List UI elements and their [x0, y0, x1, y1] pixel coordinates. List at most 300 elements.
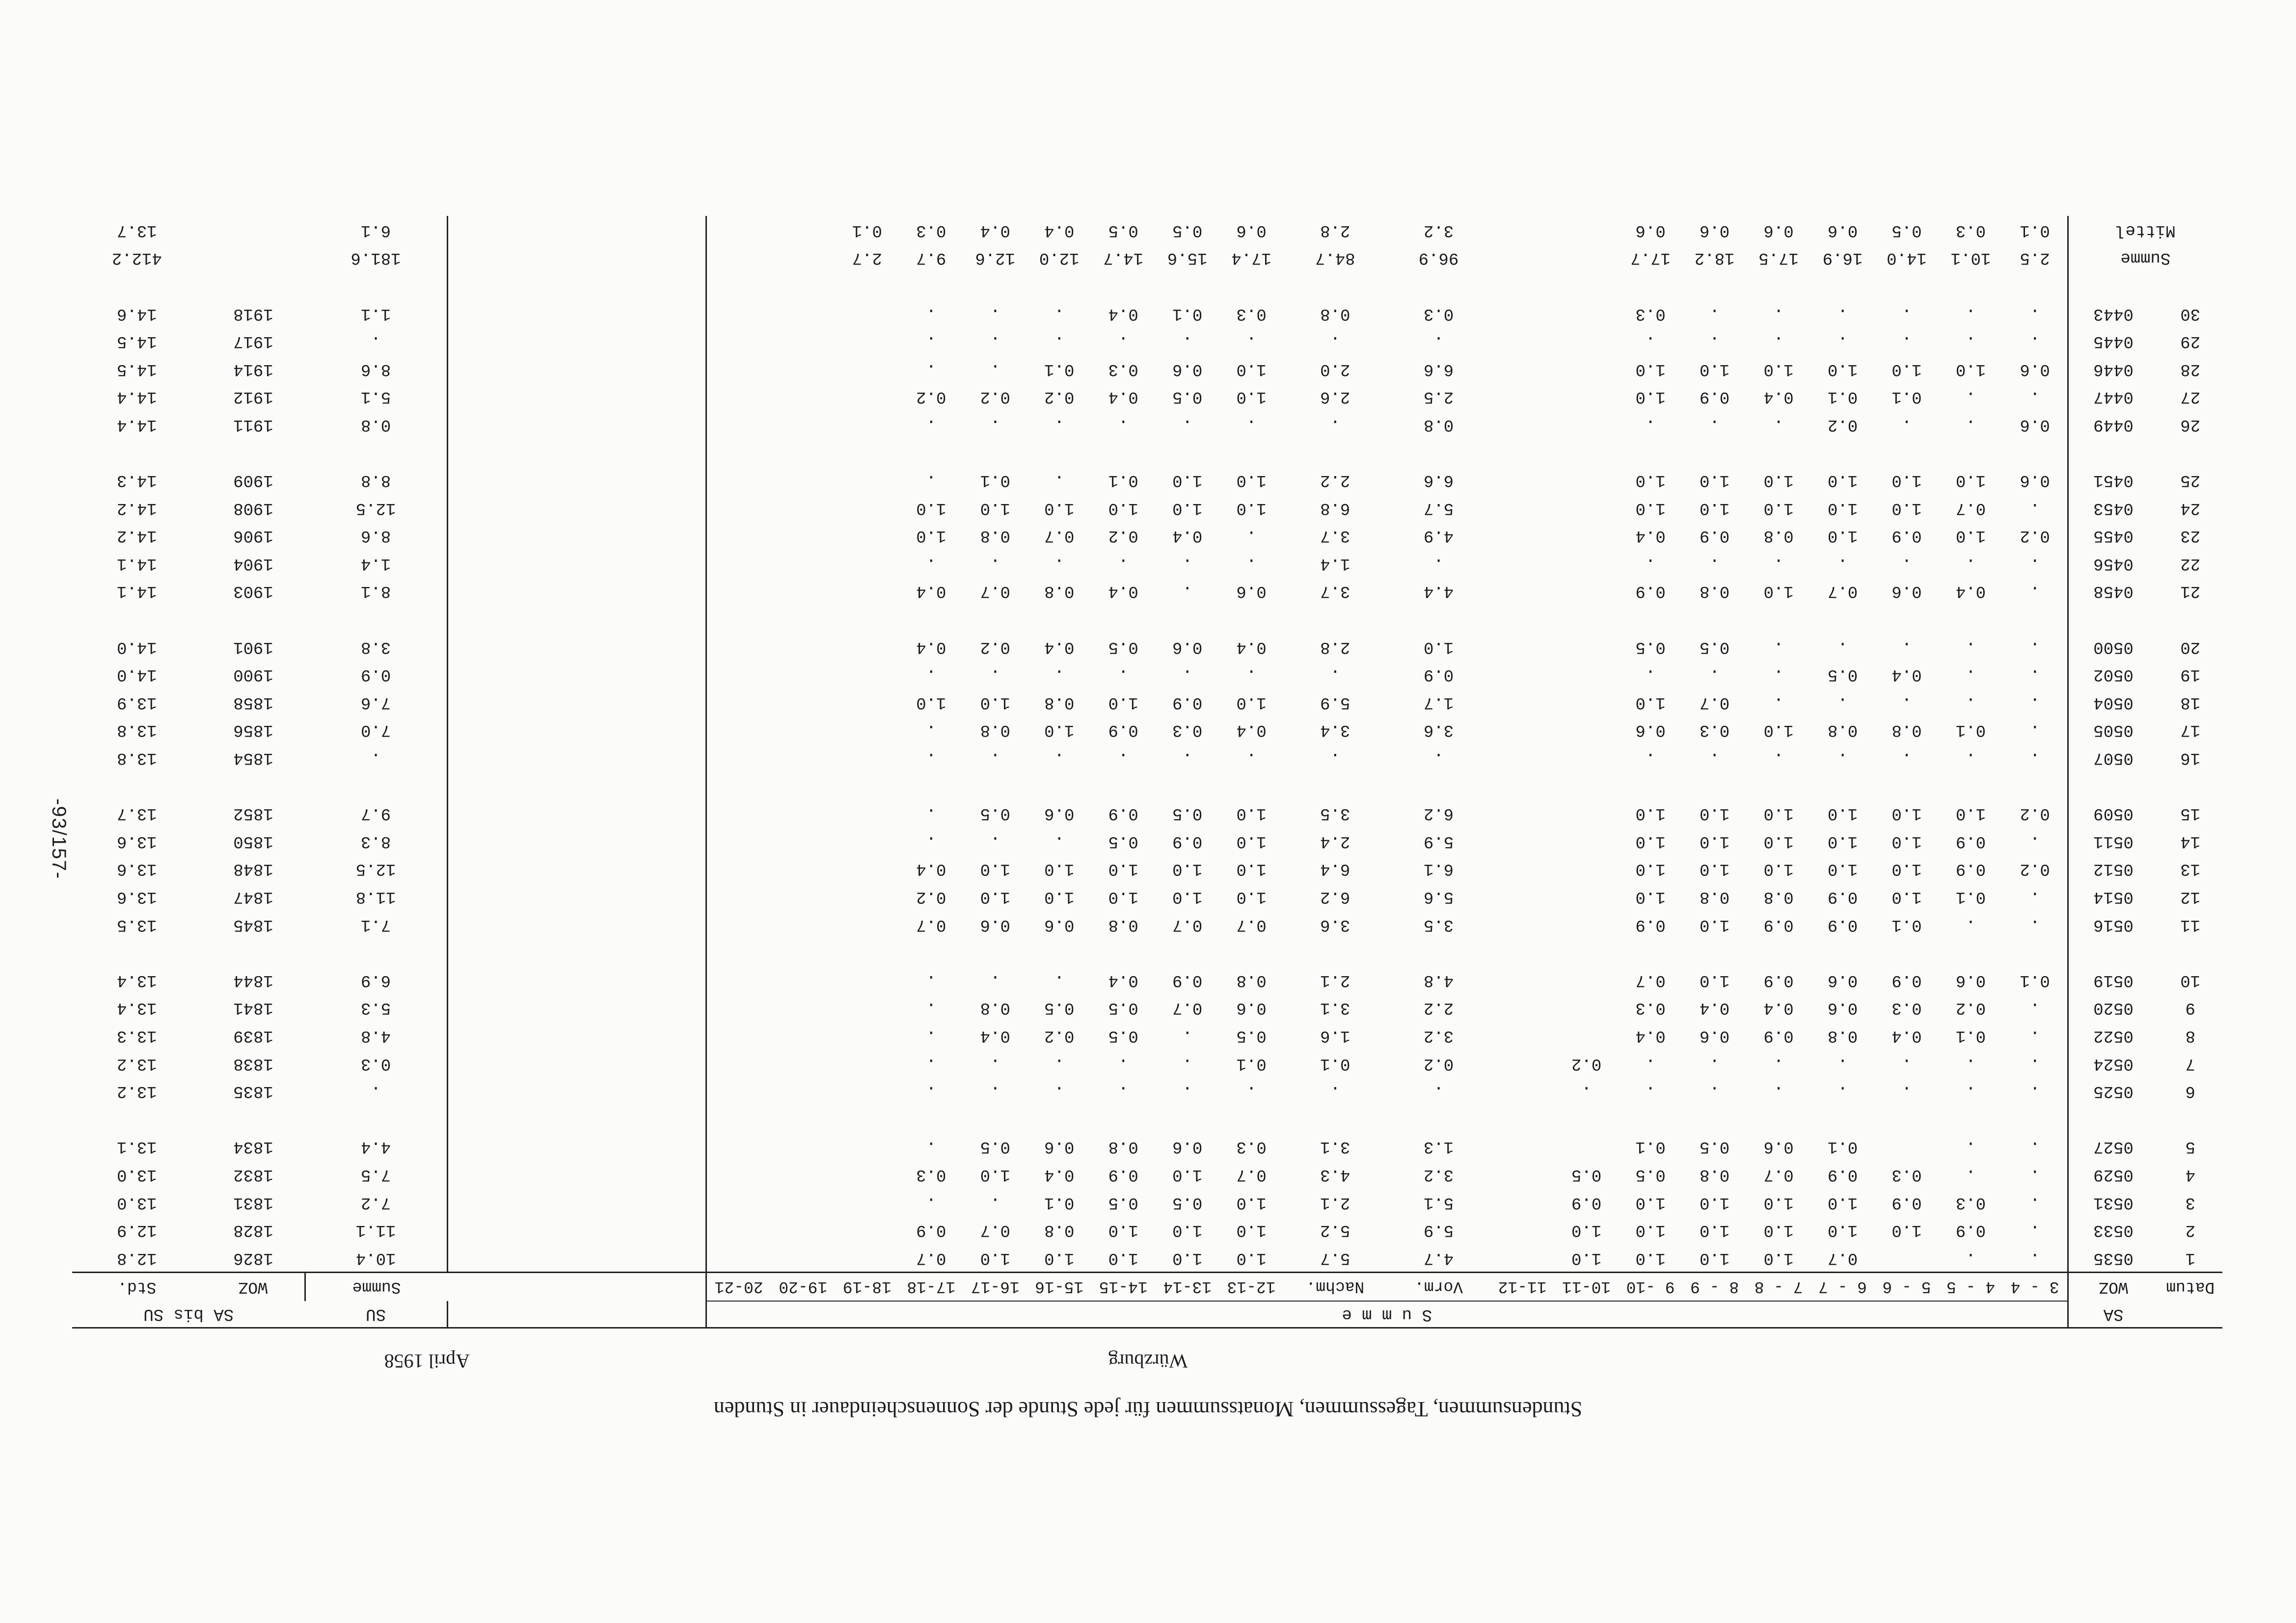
std-cell: 13.1	[116, 1137, 157, 1156]
nachm-cell: 1.6	[1320, 1026, 1351, 1045]
hour-cell: 1.0	[1172, 471, 1203, 490]
hour-cell: 1.0	[1891, 859, 1922, 878]
day-cell: 3	[2185, 1193, 2195, 1212]
std-cell: 14.3	[116, 471, 157, 490]
gap-cell	[1810, 605, 1874, 633]
gap-cell	[771, 605, 835, 633]
hour-cell: .	[1118, 554, 1129, 573]
hour-cell	[1554, 744, 1618, 772]
hour-cell: 0.5	[1108, 998, 1138, 1017]
std-cell: 13.4	[116, 998, 157, 1017]
hour-cell: .	[926, 359, 936, 378]
hour-cell: 0.9	[1108, 804, 1138, 823]
hour-cell: 1.0	[1044, 887, 1075, 906]
hour-cell: .	[1901, 692, 1912, 712]
hour-cell: .	[926, 1026, 936, 1045]
day-cell: 2	[2185, 1221, 2195, 1240]
hour-cell: 1.0	[1699, 915, 1730, 934]
hour-cell	[706, 299, 771, 327]
hour-cell: 2.5	[2020, 248, 2050, 267]
hour-cell: 1.0	[1827, 804, 1858, 823]
hour-cell: .	[1709, 665, 1720, 684]
hour-cell: .	[990, 970, 1000, 989]
month-label: April 1958	[384, 1350, 470, 1372]
hour-cell	[1554, 577, 1618, 605]
hour-cell	[706, 466, 771, 494]
hour-cell: 1.0	[1827, 831, 1858, 851]
hour-cell: 0.6	[1236, 582, 1267, 601]
hour-cell	[835, 799, 899, 827]
nachm-cell: .	[1330, 665, 1340, 684]
hour-cell	[835, 494, 899, 522]
blank-cell	[447, 522, 706, 550]
hour-cell: 1.0	[1827, 526, 1858, 545]
hour-cell: 0.6	[1236, 998, 1267, 1017]
gap-cell	[1387, 272, 1490, 300]
hour-cell: .	[1246, 415, 1257, 434]
hour-cell: 0.3	[1108, 359, 1138, 378]
hour-cell: .	[1837, 1082, 1848, 1101]
nachm-cell: 2.8	[1320, 637, 1351, 656]
hour-cell: 0.6	[1172, 637, 1203, 656]
hour-cell: 0.8	[1699, 582, 1730, 601]
hour-cell: .	[2029, 748, 2040, 768]
day-sum-cell: 7.0	[360, 720, 391, 740]
day-sum-cell: .	[371, 1082, 381, 1101]
hour-cell: .	[1837, 304, 1848, 323]
sa-woz-cell: 0522	[2068, 1022, 2158, 1050]
hour-cell: 0.8	[980, 998, 1010, 1017]
gap-cell	[1490, 605, 1554, 633]
day-cell: 1	[2185, 1248, 2195, 1267]
hour-cell	[1490, 1188, 1554, 1216]
hour-cell: .	[1054, 1082, 1064, 1101]
hour-cell: 0.1	[1635, 1137, 1666, 1156]
hour-cell: .	[926, 720, 936, 740]
hour-cell: .	[2029, 1221, 2040, 1240]
hour-cell: 1.0	[1891, 471, 1922, 490]
hour-cell	[835, 383, 899, 411]
hour-cell: 0.2	[1044, 1026, 1075, 1045]
hour-cell: 0.6	[1827, 970, 1858, 989]
hour-cell: .	[1118, 1054, 1129, 1073]
hour-cell: .	[1901, 415, 1912, 434]
gap-cell	[1283, 1105, 1387, 1133]
std-cell: 13.7	[116, 220, 157, 239]
header-hour-7: 10-11	[1554, 1273, 1618, 1302]
hour-cell: 0.9	[1827, 887, 1858, 906]
gap-cell	[2068, 605, 2158, 633]
hour-cell	[1490, 522, 1554, 550]
hour-cell: 1.0	[1635, 498, 1666, 517]
hour-cell: 15.6	[1167, 248, 1208, 267]
sa-woz-cell: 0455	[2068, 522, 2158, 550]
gap-cell	[1155, 938, 1219, 966]
std-cell: 14.1	[116, 554, 157, 573]
hour-cell: 1.0	[980, 692, 1010, 712]
nachm-cell: 2.1	[1320, 1193, 1351, 1212]
su-woz-cell	[202, 216, 305, 244]
gap-cell	[2068, 438, 2158, 466]
hour-cell	[771, 744, 835, 772]
nachm-cell: 3.4	[1320, 720, 1351, 740]
hour-cell	[771, 411, 835, 439]
day-cell: 16	[2180, 748, 2201, 768]
table-row	[72, 799, 2222, 827]
hour-cell: 0.4	[1236, 637, 1267, 656]
sa-woz-cell: 0527	[2068, 1133, 2158, 1161]
hour-cell: 0.2	[2020, 526, 2050, 545]
gap-cell	[1490, 272, 1554, 300]
hour-cell: 1.0	[1108, 887, 1138, 906]
header-hour-3: 6 - 7	[1810, 1273, 1874, 1302]
gap-cell	[1554, 772, 1618, 799]
gap-cell	[1939, 938, 2002, 966]
gap-cell	[771, 438, 835, 466]
hour-cell	[1490, 966, 1554, 994]
day-cell: 19	[2180, 665, 2201, 684]
table-row	[72, 577, 2222, 605]
gap-cell	[899, 938, 963, 966]
hour-cell: 0.9	[1699, 526, 1730, 545]
hour-cell: .	[990, 1082, 1000, 1101]
nachm-cell: .	[1330, 1082, 1340, 1101]
hour-cell	[835, 744, 899, 772]
table-row	[72, 1133, 2222, 1161]
day-sum-cell: .	[371, 748, 381, 768]
su-woz-cell: 1847	[233, 887, 273, 906]
hour-cell: .	[1773, 665, 1784, 684]
hour-cell: 0.6	[1172, 1137, 1203, 1156]
hour-cell: 1.0	[1955, 526, 1986, 545]
hour-cell: .	[1709, 748, 1720, 768]
gap-cell	[2068, 772, 2158, 799]
row-gap	[72, 938, 2222, 966]
hour-cell: 0.4	[1635, 1026, 1666, 1045]
hour-cell: 1.0	[1172, 1221, 1203, 1240]
hour-cell: 0.1	[1236, 1054, 1267, 1073]
table-row	[72, 1188, 2222, 1216]
hour-cell: 0.2	[980, 387, 1010, 406]
hour-cell	[1554, 799, 1618, 827]
hour-cell: 0.4	[1763, 387, 1794, 406]
hour-cell	[1554, 1022, 1618, 1050]
hour-cell: 0.3	[1635, 998, 1666, 1017]
hour-cell: .	[1966, 1137, 1976, 1156]
hour-cell: 0.9	[1763, 915, 1794, 934]
gap-cell	[447, 272, 706, 300]
hour-cell: .	[1182, 415, 1192, 434]
hour-cell: .	[926, 471, 936, 490]
header-hour-18: 19-20	[771, 1273, 835, 1302]
hour-cell	[835, 855, 899, 883]
gap-cell	[202, 272, 305, 300]
hour-cell	[771, 855, 835, 883]
hour-cell	[706, 244, 771, 272]
gap-cell	[1619, 272, 1682, 300]
hour-cell: 1.0	[1763, 804, 1794, 823]
hour-cell: 1.0	[1827, 1193, 1858, 1212]
su-woz-cell: 1908	[233, 498, 273, 517]
hour-cell: .	[1966, 1248, 1976, 1267]
hour-cell: 0.4	[1699, 998, 1730, 1017]
gap-cell	[1027, 272, 1091, 300]
blank-cell	[447, 327, 706, 355]
day-sum-cell: 12.5	[355, 859, 396, 878]
hour-cell: 0.1	[2020, 970, 2050, 989]
hour-cell: 1.0	[1236, 471, 1267, 490]
blank-cell	[447, 1161, 706, 1189]
std-cell: 13.0	[116, 1165, 157, 1184]
header-row-top	[72, 1301, 2222, 1328]
gap-cell	[1747, 605, 1810, 633]
hour-cell: 0.8	[980, 720, 1010, 740]
blank-cell	[447, 1077, 706, 1105]
table-row	[72, 1216, 2222, 1244]
table-row	[72, 1077, 2222, 1105]
hour-cell: 0.5	[1236, 1026, 1267, 1045]
gap-cell	[202, 605, 305, 633]
hour-cell	[1490, 883, 1554, 911]
hour-cell: .	[1246, 554, 1257, 573]
hour-cell: 1.0	[1172, 1165, 1203, 1184]
hour-cell: .	[2029, 720, 2040, 740]
hour-cell	[1554, 855, 1618, 883]
hour-cell: 0.9	[1891, 1193, 1922, 1212]
day-cell: 6	[2185, 1082, 2195, 1101]
hour-cell: .	[1182, 748, 1192, 768]
hour-cell: 0.8	[1044, 1221, 1075, 1240]
gap-cell	[1554, 272, 1618, 300]
nachm-cell: .	[1330, 332, 1340, 351]
hour-cell: 0.5	[1172, 220, 1203, 239]
hour-cell: .	[2029, 831, 2040, 851]
hour-cell: .	[1182, 554, 1192, 573]
hour-cell: 0.6	[1699, 220, 1730, 239]
hour-cell: .	[1966, 304, 1976, 323]
day-sum-cell: .	[371, 332, 381, 351]
gap-cell	[835, 605, 899, 633]
day-sum-cell: 12.5	[355, 498, 396, 517]
hour-cell: 12.0	[1039, 248, 1080, 267]
hour-cell: .	[1645, 1054, 1656, 1073]
hour-cell: 0.3	[1891, 1165, 1922, 1184]
hour-cell: 0.3	[1699, 720, 1730, 740]
hour-cell	[1490, 716, 1554, 744]
hour-cell	[1554, 494, 1618, 522]
hour-cell: .	[1966, 415, 1976, 434]
hour-cell: 0.1	[2020, 220, 2050, 239]
std-cell: 13.9	[116, 692, 157, 712]
hour-cell	[706, 1077, 771, 1105]
hour-cell: 1.0	[1108, 1221, 1138, 1240]
nachm-cell: 2.8	[1320, 220, 1351, 239]
hour-cell: 0.4	[1108, 304, 1138, 323]
gap-cell	[1155, 1105, 1219, 1133]
hour-cell: 0.4	[1891, 665, 1922, 684]
sa-woz-cell: 0443	[2068, 299, 2158, 327]
header-hour-8: 11-12	[1490, 1273, 1554, 1302]
hour-cell: .	[1773, 304, 1784, 323]
hour-cell	[1554, 994, 1618, 1022]
gap-cell	[72, 938, 202, 966]
vorm-cell: 6.1	[1423, 859, 1454, 878]
hour-cell	[1554, 522, 1618, 550]
gap-cell	[1027, 438, 1091, 466]
hour-cell: 0.4	[1236, 720, 1267, 740]
day-cell: 17	[2180, 720, 2201, 740]
table-row	[72, 383, 2222, 411]
hour-cell: .	[1054, 1054, 1064, 1073]
hour-cell: 1.0	[1891, 498, 1922, 517]
hour-cell: 1.0	[1955, 471, 1986, 490]
gap-cell	[1875, 938, 1939, 966]
header-summe: Summe	[305, 1273, 447, 1302]
nachm-cell: 6.4	[1320, 859, 1351, 878]
su-woz-cell: 1826	[233, 1248, 273, 1267]
sa-woz-cell: 0533	[2068, 1216, 2158, 1244]
sa-woz-cell: 0458	[2068, 577, 2158, 605]
hour-cell	[835, 577, 899, 605]
hour-cell: 0.3	[1172, 720, 1203, 740]
hour-cell: 10.1	[1950, 248, 1991, 267]
gap-cell	[835, 938, 899, 966]
gap-cell	[899, 272, 963, 300]
std-cell: 14.1	[116, 582, 157, 601]
su-woz-cell: 1850	[233, 831, 273, 851]
gap-cell	[72, 438, 202, 466]
table-row	[72, 633, 2222, 661]
gap-cell	[2068, 272, 2158, 300]
gap-cell	[447, 772, 706, 799]
blank-cell	[447, 799, 706, 827]
hour-cell: 0.2	[1955, 998, 1986, 1017]
hour-cell: .	[1966, 1165, 1976, 1184]
gap-cell	[963, 938, 1027, 966]
hour-cell: 0.6	[1635, 220, 1666, 239]
su-woz-cell: 1909	[233, 471, 273, 490]
gap-cell	[1490, 772, 1554, 799]
hour-cell: 0.4	[980, 220, 1010, 239]
nachm-cell: 2.4	[1320, 831, 1351, 851]
day-cell: 22	[2180, 554, 2201, 573]
hour-cell: 0.6	[1827, 998, 1858, 1017]
hour-cell: .	[2029, 498, 2040, 517]
hour-cell: 0.1	[1827, 387, 1858, 406]
hour-cell: 0.6	[980, 915, 1010, 934]
hour-cell: 1.0	[1763, 498, 1794, 517]
hour-cell	[835, 827, 899, 855]
hour-cell	[835, 966, 899, 994]
hour-cell: 0.8	[1763, 887, 1794, 906]
gap-cell	[1027, 605, 1091, 633]
hour-cell	[771, 799, 835, 827]
hour-cell: .	[990, 1054, 1000, 1073]
hour-cell: 0.4	[1108, 582, 1138, 601]
nachm-cell: 5.7	[1320, 1248, 1351, 1267]
gap-cell	[1810, 1105, 1874, 1133]
gap-cell	[305, 772, 447, 799]
hour-cell	[706, 966, 771, 994]
vorm-cell: .	[1433, 1082, 1444, 1101]
hour-cell: 1.0	[1108, 498, 1138, 517]
day-sum-cell: 11.1	[355, 1221, 396, 1240]
gap-cell	[2159, 1105, 2222, 1133]
sa-woz-cell: 0531	[2068, 1188, 2158, 1216]
vorm-cell: 0.3	[1423, 304, 1454, 323]
hour-cell: .	[1118, 665, 1129, 684]
hour-cell: 1.0	[1044, 859, 1075, 878]
su-woz-cell: 1911	[233, 415, 273, 434]
hour-cell: 0.7	[1763, 1165, 1794, 1184]
day-sum-cell: 8.6	[360, 359, 391, 378]
blank-cell	[447, 744, 706, 772]
hour-cell: 0.6	[1044, 1137, 1075, 1156]
hour-cell: 14.0	[1887, 248, 1927, 267]
hour-cell: 1.0	[1699, 859, 1730, 878]
header-hour-16: 17-18	[899, 1273, 963, 1302]
hour-cell: 0.4	[1891, 1026, 1922, 1045]
su-woz-cell: 1832	[233, 1165, 273, 1184]
hour-cell	[1554, 216, 1618, 244]
hour-cell: 17.7	[1630, 248, 1671, 267]
sa-woz-cell: 0535	[2068, 1244, 2158, 1272]
hour-cell: 1.0	[916, 498, 946, 517]
table-body	[72, 216, 2222, 1272]
header-hour-2: 5 - 6	[1875, 1273, 1939, 1302]
gap-cell	[1619, 438, 1682, 466]
table-row	[72, 966, 2222, 994]
hour-cell: .	[2029, 665, 2040, 684]
std-cell: 13.8	[116, 720, 157, 740]
hour-cell: .	[2029, 1082, 2040, 1101]
hour-cell: 1.0	[1827, 498, 1858, 517]
vorm-cell: 5.1	[1423, 1193, 1454, 1212]
hour-cell: 17.4	[1231, 248, 1271, 267]
gap-cell	[1619, 938, 1682, 966]
hour-cell: 0.5	[1108, 831, 1138, 851]
header-su-woz: WOZ	[202, 1273, 305, 1302]
page-number: -93/157-	[48, 798, 70, 879]
blank-cell	[447, 883, 706, 911]
hour-cell: .	[1773, 332, 1784, 351]
vorm-cell: 1.7	[1423, 692, 1454, 712]
hour-cell: 0.5	[1635, 1165, 1666, 1184]
hour-cell	[1490, 744, 1554, 772]
gap-cell	[1682, 438, 1746, 466]
hour-cell	[706, 994, 771, 1022]
vorm-cell: .	[1433, 554, 1444, 573]
hour-cell: 0.8	[980, 526, 1010, 545]
hour-cell: 0.5	[1172, 804, 1203, 823]
sa-woz-cell: 0520	[2068, 994, 2158, 1022]
hour-cell: 0.2	[1827, 415, 1858, 434]
sa-woz-cell: 0511	[2068, 827, 2158, 855]
vorm-cell: 3.2	[1423, 1165, 1454, 1184]
document-title: Stundensummen, Tagessummen, Monatssummen für jede Stunde der Sonnenscheindauer in Stunden	[713, 1397, 1583, 1421]
hour-cell	[1554, 1133, 1618, 1161]
hour-cell	[1490, 299, 1554, 327]
hour-cell: 0.8	[1827, 1026, 1858, 1045]
vorm-cell: 0.8	[1423, 415, 1454, 434]
table-row	[72, 466, 2222, 494]
hour-cell: 1.0	[1635, 887, 1666, 906]
hour-cell: 0.7	[1699, 692, 1730, 712]
hour-cell: 1.0	[1236, 359, 1267, 378]
hour-cell	[706, 744, 771, 772]
hour-cell	[771, 1133, 835, 1161]
nachm-cell: 3.5	[1320, 804, 1351, 823]
